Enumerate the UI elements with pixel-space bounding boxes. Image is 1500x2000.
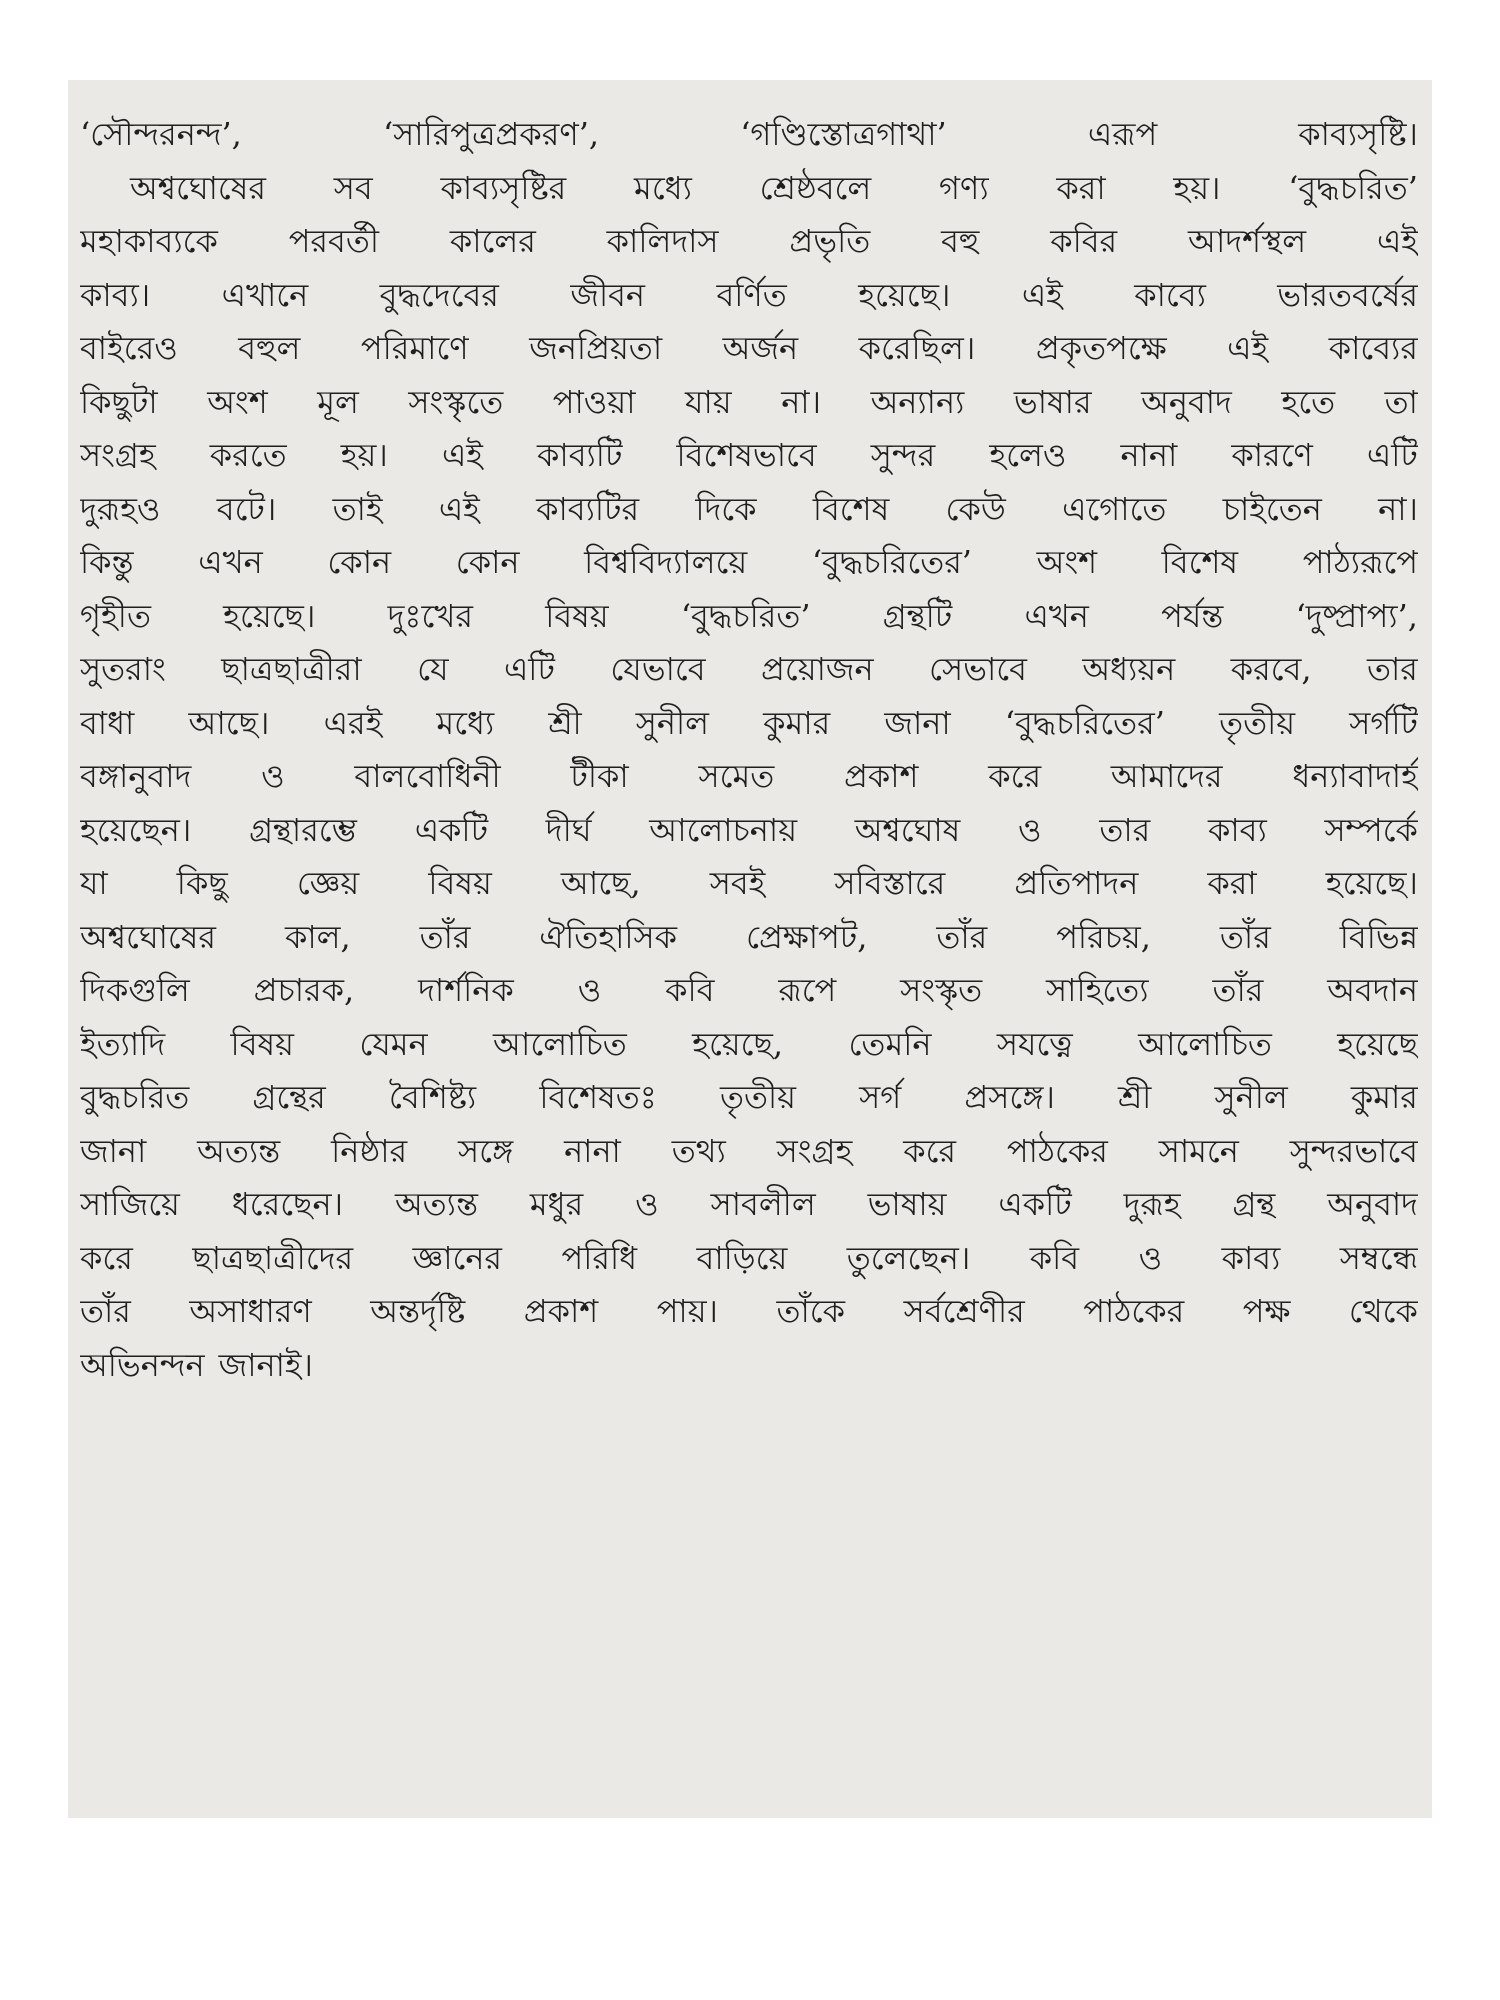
word: হতে [1281, 382, 1336, 421]
text-line-8 [80, 483, 1418, 537]
word: তাঁর [936, 917, 988, 956]
word: নিষ্ঠার [331, 1131, 408, 1170]
text-line-22 [80, 1232, 1418, 1286]
word: সংগ্রহ [80, 436, 156, 474]
word: অবদান [1327, 971, 1418, 1009]
word: প্রয়োজন [760, 650, 874, 688]
word: কারণে [1231, 436, 1313, 474]
word: সুন্দরভাবে [1289, 1131, 1418, 1170]
word: অধ্যয়ন [1082, 650, 1176, 688]
word: প্রেক্ষাপট, [746, 917, 868, 956]
word: বালবোধিনী [354, 757, 501, 795]
word: অভিনন্দন [80, 1345, 205, 1384]
word: না। [1378, 489, 1418, 528]
word: জীবন [570, 275, 646, 314]
word: অংশ [207, 382, 268, 421]
word: নানা [1120, 436, 1178, 474]
word: বাড়িয়ে [696, 1238, 788, 1277]
word: ‘বুদ্ধচরিত’ [1288, 168, 1418, 207]
word: প্রসঙ্গে। [964, 1078, 1055, 1116]
word: ‘সারিপুত্রপ্রকরণ’, [382, 115, 600, 153]
word: করেছিল। [858, 329, 976, 367]
word: দীর্ঘ [545, 810, 592, 849]
body-text [80, 108, 1418, 1392]
word: পরিধি [561, 1238, 638, 1277]
word: মধ্যে [634, 168, 692, 207]
word: সুন্দর [870, 436, 936, 474]
word: একটি [414, 810, 489, 849]
word: সাহিত্যে [1046, 971, 1149, 1009]
word: আলোচিত [493, 1024, 627, 1063]
word: হলেও [989, 436, 1067, 474]
word: জানা [884, 703, 951, 742]
word: অত্যন্ত [394, 1185, 478, 1223]
word: হয়। [1173, 168, 1221, 207]
text-line-10 [80, 590, 1418, 644]
word: অন্যান্য [870, 382, 965, 421]
word: তা [1384, 382, 1418, 421]
word: সর্গ [859, 1078, 902, 1116]
word: সম্পর্কে [1324, 810, 1418, 849]
word: এই [438, 489, 480, 528]
word: বর্ণিত [716, 275, 787, 314]
word: গ্রন্থের [252, 1078, 326, 1116]
word: সর্গটি [1349, 703, 1418, 742]
word: বঙ্গানুবাদ [80, 757, 192, 795]
word: কাব্যসৃষ্টি। [1298, 115, 1418, 153]
word: সঙ্গে [457, 1131, 514, 1170]
word: শ্রেষ্ঠবলে [759, 168, 872, 207]
word: পরিমাণে [360, 329, 469, 367]
word: বিষয় [545, 596, 609, 635]
word: জনপ্রিয়তা [529, 329, 663, 367]
word: কিছু [176, 864, 228, 902]
text-line-18 [80, 1018, 1418, 1072]
word: অশ্বঘোষের [80, 917, 216, 956]
word: ও [1018, 810, 1042, 849]
word: এরই [323, 703, 383, 742]
word: ভারতবর্ষের [1277, 275, 1418, 314]
word: তথ্য [671, 1131, 726, 1170]
word: সবিস্তারে [834, 864, 946, 902]
word: দার্শনিক [418, 971, 514, 1009]
text-line-12 [80, 697, 1418, 751]
word: টীকা [570, 757, 629, 795]
word: এই [1021, 275, 1063, 314]
word: যে [417, 650, 449, 688]
word: হয়েছে। [858, 275, 951, 314]
word: সবই [709, 864, 766, 902]
word: এখন [198, 543, 263, 581]
word: যেমন [359, 1024, 428, 1063]
word: কাব্যটির [536, 489, 640, 528]
word: ‘গণ্ডিস্তোত্রগাথা’ [740, 115, 947, 153]
word: হয়েছে। [1325, 864, 1418, 902]
text-line-11 [80, 643, 1418, 697]
word: প্রভৃতি [789, 222, 871, 260]
word: বিষয় [428, 864, 492, 902]
word: এই [441, 436, 483, 474]
word: যায় [685, 382, 732, 421]
word: বহুল [238, 329, 301, 367]
word: বুদ্ধচরিত [80, 1078, 190, 1116]
word: সুতরাং [80, 650, 166, 688]
word: মধুর [529, 1185, 584, 1223]
word: কাব্য [1207, 810, 1267, 849]
word: পাঠকের [1083, 1292, 1185, 1330]
word: কুমার [763, 703, 831, 742]
word: তুলেছেন। [846, 1238, 971, 1277]
word: দুরূহও [80, 489, 161, 528]
word: করতে [209, 436, 287, 474]
word: এখানে [221, 275, 309, 314]
word: হয়। [340, 436, 388, 474]
word: হয়েছে। [223, 596, 316, 635]
word: সাবলীল [710, 1185, 816, 1223]
word: ইত্যাদি [80, 1024, 166, 1063]
word: বিশেষ [1161, 543, 1239, 581]
word: রূপে [778, 971, 837, 1009]
text-line-15 [80, 857, 1418, 911]
text-line-9 [80, 536, 1418, 590]
word: পক্ষ [1242, 1292, 1291, 1330]
word: কোন [455, 543, 520, 581]
text-line-14 [80, 804, 1418, 858]
word: তাঁকে [776, 1292, 846, 1330]
text-line-21 [80, 1178, 1418, 1232]
word: জানা [80, 1131, 147, 1170]
word: সব [333, 168, 373, 207]
word: কবি [1029, 1238, 1080, 1277]
word: হয়েছেন। [80, 810, 192, 849]
word: বিশ্ববিদ্যালয়ে [584, 543, 748, 581]
word: ভাষার [1013, 382, 1092, 421]
word: তাঁর [419, 917, 471, 956]
word: অনুবাদ [1141, 382, 1232, 421]
word: মহাকাব্যকে [80, 222, 218, 260]
word: বহু [941, 222, 980, 260]
word: কোন [327, 543, 392, 581]
word: কিছুটা [80, 382, 158, 421]
word: তার [1099, 810, 1151, 849]
word: কিন্তু [80, 543, 134, 581]
word: না। [781, 382, 822, 421]
text-line-13 [80, 750, 1418, 804]
word: বুদ্ধদেবের [379, 275, 499, 314]
word: বিভিন্ন [1339, 917, 1418, 956]
word: করে [988, 757, 1042, 795]
word: এটি [1366, 436, 1418, 474]
word: দুরূহ [1123, 1185, 1181, 1223]
word: অর্জন [722, 329, 799, 367]
word: ধন্যাবাদার্হ [1292, 757, 1418, 795]
word: ও [635, 1185, 659, 1223]
word: তাঁর [80, 1292, 131, 1330]
word: বিশেষ [812, 489, 890, 528]
word: আছে। [188, 703, 270, 742]
word: এখন [1024, 596, 1089, 635]
word: বাইরেও [80, 329, 178, 367]
text-line-4 [80, 269, 1418, 323]
word: ঐতিহাসিক [539, 917, 678, 956]
text-line-19 [80, 1071, 1418, 1125]
word: আদর্শস্থল [1188, 222, 1307, 260]
word: সামনে [1158, 1131, 1239, 1170]
word: প্রকাশ [523, 1292, 599, 1330]
word: পরবর্তী [288, 222, 380, 260]
word: প্রতিপাদন [1014, 864, 1139, 902]
word: প্রকাশ [844, 757, 919, 795]
word: ‘বুদ্ধচরিত’ [680, 596, 811, 635]
word: ও [1138, 1238, 1163, 1277]
word: হয়েছে [1337, 1024, 1418, 1063]
word: দিকগুলি [80, 971, 190, 1009]
word: করে [80, 1238, 133, 1277]
word: কালিদাস [606, 222, 719, 260]
word: বৈশিষ্ট্য [388, 1078, 477, 1116]
word: ধরেছেন। [231, 1185, 344, 1223]
word: ‘সৌন্দরনন্দ’, [80, 115, 242, 153]
word: তৃতীয় [1219, 703, 1296, 742]
text-line-17 [80, 964, 1418, 1018]
text-line-3 [80, 215, 1418, 269]
word: থেকে [1348, 1292, 1418, 1330]
word: তাই [332, 489, 383, 528]
word: সমেত [698, 757, 775, 795]
word: কালের [449, 222, 536, 260]
word: অত্যন্ত [197, 1131, 281, 1170]
word: বিশেষতঃ [539, 1078, 657, 1116]
word: বটে। [216, 489, 277, 528]
text-line-5 [80, 322, 1418, 376]
word: অংশ [1036, 543, 1098, 581]
word: প্রকৃতপক্ষে [1035, 329, 1167, 367]
word: অন্তর্দৃষ্টি [370, 1292, 466, 1330]
word: তাঁর [1212, 971, 1264, 1009]
scanned-page [68, 80, 1432, 1818]
word: এরূপ [1087, 115, 1158, 153]
word: আলোচনায় [649, 810, 798, 849]
word: ও [261, 757, 285, 795]
word: গ্রন্থারম্ভে [249, 810, 357, 849]
word: কাব্যসৃষ্টির [440, 168, 567, 207]
word: ভাষায় [867, 1185, 947, 1223]
word: তার [1367, 650, 1418, 688]
word: জানাই। [218, 1345, 313, 1384]
word: অনুবাদ [1327, 1185, 1418, 1223]
word: কাব্য। [80, 275, 151, 314]
word: ছাত্রছাত্রীরা [221, 650, 362, 688]
word: কাব্যের [1328, 329, 1418, 367]
word: জ্ঞেয় [296, 864, 360, 902]
text-line-7 [80, 429, 1418, 483]
word: সংস্কৃত [900, 971, 983, 1009]
text-line-24 [80, 1339, 1418, 1393]
word: সেভাবে [929, 650, 1027, 688]
text-line-23 [80, 1285, 1418, 1339]
word: ‘দুষ্প্রাপ্য’, [1295, 596, 1418, 635]
word: আলোচিত [1138, 1024, 1272, 1063]
word: বাধা [80, 703, 135, 742]
word: সাজিয়ে [80, 1185, 180, 1223]
word: শ্রী [1118, 1078, 1152, 1116]
word: অসাধারণ [189, 1292, 312, 1330]
word: শ্রী [548, 703, 582, 742]
word: মূল [317, 382, 359, 421]
word: কাব্যে [1134, 275, 1206, 314]
word: মধ্যে [436, 703, 495, 742]
word: পাঠকের [1006, 1131, 1108, 1170]
word: পায়। [656, 1292, 718, 1330]
text-line-20 [80, 1125, 1418, 1179]
word: আছে, [560, 864, 641, 902]
text-line-16 [80, 911, 1418, 965]
word: চাইতেন [1222, 489, 1322, 528]
word: ‘বুদ্ধচরিতের’ [811, 543, 972, 581]
word: নানা [564, 1131, 621, 1170]
word: সুনীল [635, 703, 710, 742]
word: সংস্কৃতে [408, 382, 504, 421]
word: বিশেষভাবে [676, 436, 817, 474]
word: গৃহীত [80, 596, 151, 635]
text-line-1 [80, 108, 1418, 162]
word: গ্রন্থটি [882, 596, 953, 635]
word: সম্বন্ধে [1339, 1238, 1418, 1277]
word: কেউ [945, 489, 1006, 528]
word: সুনীল [1214, 1078, 1288, 1116]
word: বিষয় [230, 1024, 295, 1063]
word: পর্যন্ত [1161, 596, 1224, 635]
word: করবে, [1230, 650, 1312, 688]
word: এই [1227, 329, 1269, 367]
word: কাব্যটি [537, 436, 623, 474]
word: পাওয়া [552, 382, 636, 421]
word: গণ্য [939, 168, 989, 207]
word: দুঃখের [387, 596, 473, 635]
word: একটি [998, 1185, 1072, 1223]
word: অশ্বঘোষের [130, 168, 266, 207]
word: গ্রন্থ [1232, 1185, 1276, 1223]
word: দিকে [695, 489, 757, 528]
word: তেমনি [848, 1024, 932, 1063]
word: করা [1056, 168, 1106, 207]
word: হয়েছে, [692, 1024, 784, 1063]
word: কাল, [284, 917, 351, 956]
word: কাব্য [1221, 1238, 1281, 1277]
word: সর্বশ্রেণীর [903, 1292, 1025, 1330]
word: এটি [503, 650, 555, 688]
word: কবির [1050, 222, 1118, 260]
word: আমাদের [1110, 757, 1223, 795]
word: সযত্নে [996, 1024, 1073, 1063]
word: ছাত্রছাত্রীদের [192, 1238, 354, 1277]
word: সংগ্রহ [776, 1131, 853, 1170]
word: যেভাবে [610, 650, 706, 688]
word: ‘বুদ্ধচরিতের’ [1004, 703, 1165, 742]
word: যা [80, 864, 108, 902]
word: এগোতে [1062, 489, 1167, 528]
word: কবি [665, 971, 715, 1009]
word: তাঁর [1219, 917, 1271, 956]
word: পাঠ্যরূপে [1302, 543, 1418, 581]
word: করা [1207, 864, 1257, 902]
word: জ্ঞানের [412, 1238, 503, 1277]
word: কুমার [1350, 1078, 1418, 1116]
word: তৃতীয় [719, 1078, 796, 1116]
word: ও [577, 971, 602, 1009]
word: করে [903, 1131, 957, 1170]
word: এই [1376, 222, 1418, 260]
word: পরিচয়, [1056, 917, 1151, 956]
text-line-2 [80, 162, 1418, 216]
text-line-6 [80, 376, 1418, 430]
word: অশ্বঘোষ [854, 810, 961, 849]
word: প্রচারক, [253, 971, 355, 1009]
